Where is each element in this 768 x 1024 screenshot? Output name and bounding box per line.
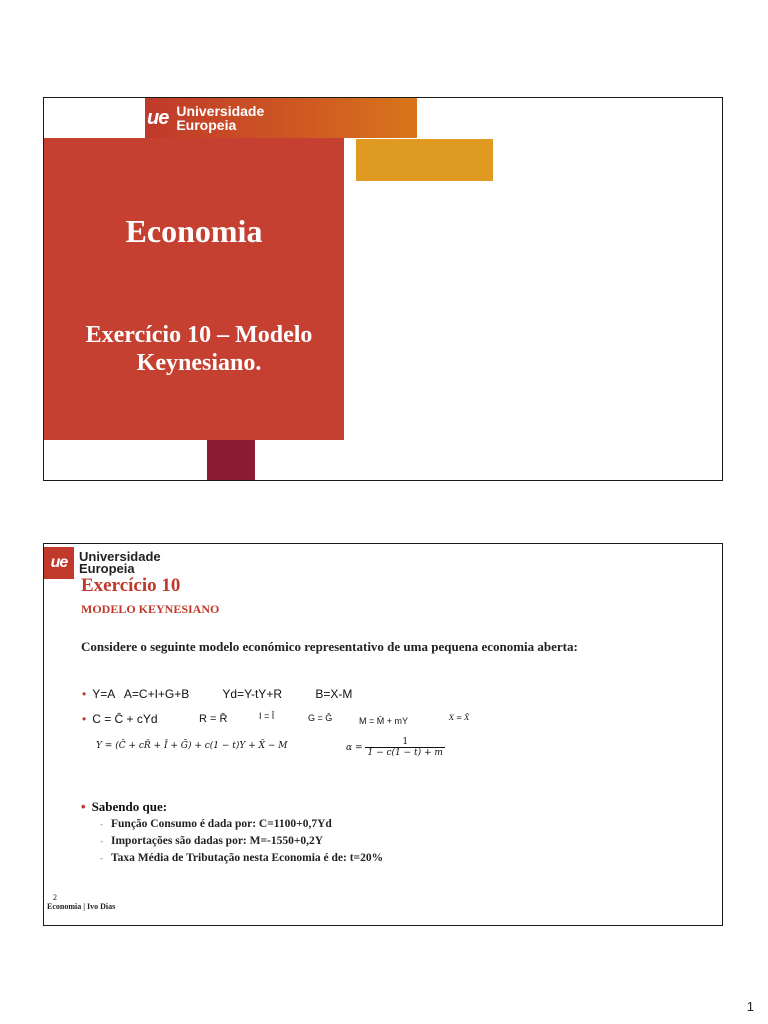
bullet-dot: • (81, 799, 86, 814)
eq-government: G = Ḡ (308, 713, 333, 723)
ue-logo-mark: ue (44, 547, 74, 579)
given-heading: Sabendo que: (91, 799, 168, 814)
given-item-text: Importações são dadas por: M=-1550+0,2Y (111, 835, 324, 847)
eq-exports: X = X̄ (449, 714, 470, 722)
bullet-given (81, 799, 167, 815)
dash-marker: - (100, 853, 103, 863)
logo-line1: Universidade (176, 103, 265, 119)
ue-logo-mark: ue (147, 106, 169, 129)
slide-footer: Economia | Ivo Dias (47, 902, 116, 911)
multiplier-numerator: 1 (402, 737, 409, 747)
subtitle-line2: Keynesiano. (136, 350, 262, 376)
given-item (100, 818, 332, 830)
given-item (100, 835, 323, 847)
dash-marker: - (100, 836, 103, 846)
bullet-identity (82, 687, 352, 701)
eq-multiplier (346, 737, 445, 758)
maroon-accent (207, 440, 255, 481)
subtitle-line1: Exercício 10 – Modelo (85, 322, 313, 348)
bullet-dot: • (82, 687, 87, 701)
dash-marker: - (100, 819, 103, 829)
eq-consumption: C = C̄ + cYd (92, 712, 158, 726)
identity-equations: Y=A A=C+I+G+B Yd=Y-tY+R B=X-M (92, 687, 353, 701)
exercise-title: Exercício 10 (81, 575, 181, 596)
bullet-dot: • (82, 712, 87, 726)
exercise-intro: Considere o seguinte modelo económico representativo de uma pequena economia aberta: (81, 639, 578, 654)
slide-page-number: 2 (53, 893, 57, 902)
multiplier-denominator: 1 − c(1 − t) + m (367, 748, 443, 758)
exercise-subtitle: MODELO KEYNESIANO (81, 602, 220, 616)
given-item-text: Taxa Média de Tributação nesta Economia é de: t=20% (111, 852, 384, 864)
logo-line2: Europeia (79, 561, 135, 576)
university-logo (147, 101, 264, 135)
eq-investment: I = Ī (259, 711, 275, 721)
multiplier-lhs: α = (346, 742, 363, 753)
title-panel (44, 138, 344, 440)
given-item-text: Função Consumo é dada por: C=1100+0,7Yd (111, 818, 332, 830)
bullet-behavioral (82, 712, 158, 726)
eq-income: Y = (C̄ + cR̄ + Ī + Ḡ) + c(1 − t)Y + X̄ − M (96, 741, 288, 751)
pdf-page-number: 1 (746, 999, 754, 1014)
given-item (100, 852, 383, 864)
orange-accent (356, 139, 493, 181)
slide-title (43, 97, 723, 481)
logo-line1: Universidade (79, 549, 161, 564)
logo-line2: Europeia (176, 117, 237, 133)
eq-transfers: R = R̄ (199, 713, 228, 725)
slide-subtitle (44, 321, 354, 377)
eq-imports: M = M̄ + mY (359, 716, 409, 726)
slide-title-text: Economia (125, 213, 263, 249)
slide-exercise (43, 543, 723, 926)
